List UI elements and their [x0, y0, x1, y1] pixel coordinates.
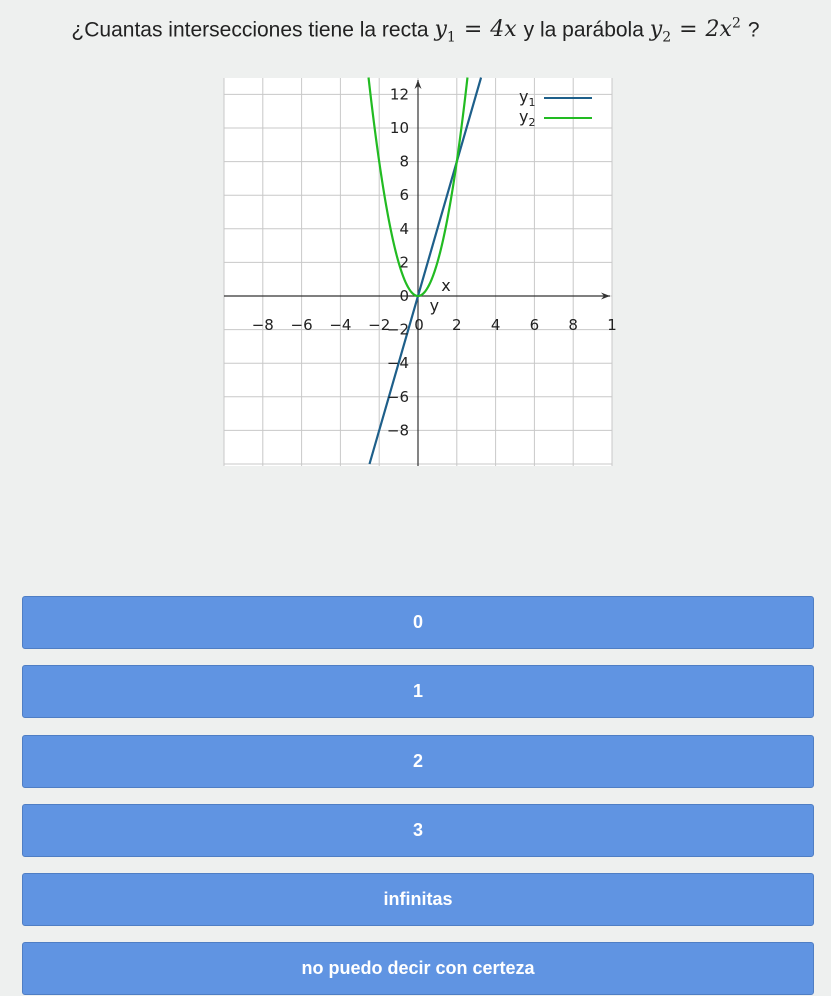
x-tick-label: −8 — [251, 316, 274, 334]
equation-line: $y_1 = 4x$ — [434, 17, 517, 46]
y-tick-label: −2 — [386, 320, 409, 339]
option-1-button[interactable]: 1 — [22, 665, 814, 718]
question-prefix: ¿Cuantas intersecciones tiene la recta — [71, 18, 429, 42]
y-tick-label: 0 — [399, 287, 409, 305]
x-tick-label: 2 — [452, 316, 462, 334]
y-tick-label: 4 — [399, 219, 409, 238]
y-tick-label: 10 — [389, 119, 409, 137]
x-tick-label: −4 — [329, 316, 352, 334]
x-tick-label: 4 — [490, 316, 501, 334]
y-tick-label: −6 — [386, 387, 409, 406]
x-tick-label: −6 — [290, 316, 313, 334]
y-tick-label: 8 — [399, 152, 409, 171]
y-axis-name: y — [429, 296, 440, 315]
option-infinitas-button[interactable]: infinitas — [22, 873, 814, 926]
option-0-button[interactable]: 0 — [22, 596, 814, 649]
y-tick-label: −8 — [386, 421, 409, 440]
option-2-button[interactable]: 2 — [22, 735, 814, 788]
x-tick-label: 0 — [414, 316, 424, 334]
x-tick-label: 8 — [568, 316, 578, 334]
question-text — [0, 16, 831, 46]
graph — [224, 78, 617, 466]
y-tick-label: −4 — [386, 354, 409, 373]
legend-label: $y_2$ — [519, 107, 536, 129]
x-tick-label: 6 — [529, 316, 540, 334]
question-connector: y la parábola — [523, 18, 644, 42]
graph-svg — [224, 78, 617, 466]
y-tick-label: 12 — [389, 85, 409, 104]
option-no-se-button[interactable]: no puedo decir con certeza — [22, 942, 814, 995]
equation-parabola: $y_2 = 2x^2$ — [649, 16, 741, 46]
y-tick-label: 6 — [399, 186, 409, 205]
legend-label: $y_1$ — [519, 87, 536, 109]
y-tick-label: 2 — [399, 253, 409, 272]
x-axis-name: x — [441, 276, 451, 295]
x-tick-label: −2 — [368, 316, 391, 334]
question-suffix: ? — [747, 18, 760, 42]
option-3-button[interactable]: 3 — [22, 804, 814, 857]
x-tick-label: 1 — [607, 316, 617, 334]
